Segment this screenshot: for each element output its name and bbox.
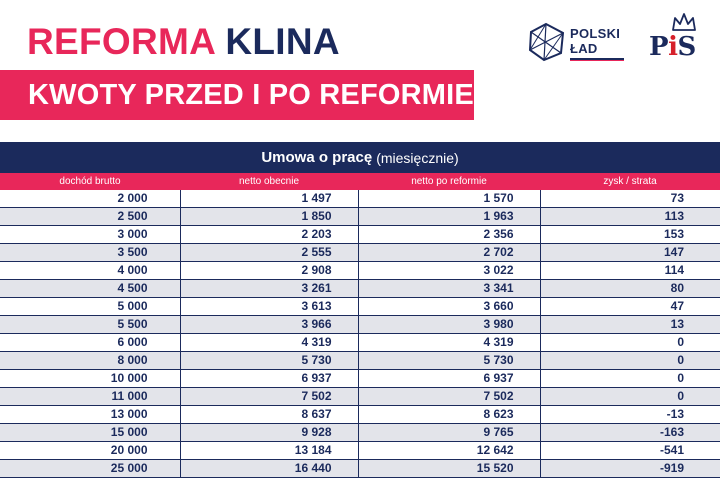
subtitle-text: KWOTY PRZED I PO REFORMIE [28, 78, 474, 111]
cell-gross: 3 500 [0, 244, 180, 262]
income-table [0, 173, 720, 478]
table-row [0, 442, 720, 460]
cell-gain-loss: 47 [540, 298, 720, 316]
cell-net-after: 3 022 [358, 262, 540, 280]
cell-gain-loss: 113 [540, 208, 720, 226]
polski-lad-logo [526, 22, 626, 68]
table-row [0, 190, 720, 208]
pis-letter-p: P [649, 32, 669, 62]
table-row [0, 316, 720, 334]
cell-gross: 25 000 [0, 460, 180, 478]
cell-net-after: 5 730 [358, 352, 540, 370]
cell-net-after: 8 623 [358, 406, 540, 424]
cell-gain-loss: 114 [540, 262, 720, 280]
cell-net-current: 2 908 [180, 262, 358, 280]
cell-net-current: 3 261 [180, 280, 358, 298]
table-row [0, 280, 720, 298]
table-row [0, 334, 720, 352]
cell-gross: 10 000 [0, 370, 180, 388]
income-table-section [0, 142, 720, 478]
cell-gross: 4 500 [0, 280, 180, 298]
cell-gain-loss: 0 [540, 334, 720, 352]
cell-gross: 5 000 [0, 298, 180, 316]
cell-gain-loss: 0 [540, 388, 720, 406]
cell-net-current: 6 937 [180, 370, 358, 388]
cell-net-after: 6 937 [358, 370, 540, 388]
cell-gross: 2 500 [0, 208, 180, 226]
cell-gain-loss: 13 [540, 316, 720, 334]
pis-logo [645, 12, 705, 64]
cell-net-current: 16 440 [180, 460, 358, 478]
table-row [0, 262, 720, 280]
table-caption-main: Umowa o pracę [261, 149, 373, 166]
cell-net-after: 4 319 [358, 334, 540, 352]
cell-gross: 11 000 [0, 388, 180, 406]
cell-net-after: 9 765 [358, 424, 540, 442]
table-row [0, 208, 720, 226]
column-header-net-after: netto po reformie [358, 173, 540, 190]
cell-gain-loss: 153 [540, 226, 720, 244]
cell-net-after: 3 341 [358, 280, 540, 298]
cell-net-after: 7 502 [358, 388, 540, 406]
polski-lad-text-line1: POLSKI [570, 26, 621, 41]
cell-gross: 15 000 [0, 424, 180, 442]
cell-gross: 13 000 [0, 406, 180, 424]
column-header-net-current: netto obecnie [180, 173, 358, 190]
table-row [0, 226, 720, 244]
cell-net-after: 2 702 [358, 244, 540, 262]
title-part-klina: KLINA [225, 21, 340, 62]
pis-wordmark [649, 32, 696, 62]
cell-gross: 5 500 [0, 316, 180, 334]
table-row [0, 352, 720, 370]
cell-net-after: 2 356 [358, 226, 540, 244]
table-row [0, 244, 720, 262]
table-row [0, 388, 720, 406]
title-part-reforma: REFORMA [27, 21, 215, 62]
cell-net-after: 1 963 [358, 208, 540, 226]
cell-net-after: 1 570 [358, 190, 540, 208]
cell-gain-loss: -163 [540, 424, 720, 442]
table-caption-period: (miesięcznie) [376, 149, 459, 166]
cell-net-after: 3 660 [358, 298, 540, 316]
table-header-row [0, 173, 720, 190]
polski-lad-underline [570, 58, 624, 61]
pis-letter-s: S [677, 32, 696, 62]
polski-lad-text-line2: ŁAD [570, 41, 598, 56]
table-row [0, 370, 720, 388]
cell-gain-loss: 0 [540, 370, 720, 388]
cell-gain-loss: 147 [540, 244, 720, 262]
cell-gross: 4 000 [0, 262, 180, 280]
cell-gross: 6 000 [0, 334, 180, 352]
pis-letter-i: i [668, 32, 678, 62]
cell-gross: 2 000 [0, 190, 180, 208]
cell-gross: 8 000 [0, 352, 180, 370]
page-title [27, 20, 340, 64]
cell-gain-loss: -541 [540, 442, 720, 460]
cell-net-after: 15 520 [358, 460, 540, 478]
cell-net-current: 1 497 [180, 190, 358, 208]
cell-gross: 3 000 [0, 226, 180, 244]
cell-gain-loss: -13 [540, 406, 720, 424]
subtitle-banner [0, 70, 474, 120]
cell-net-current: 1 850 [180, 208, 358, 226]
table-row [0, 460, 720, 478]
cell-net-current: 3 613 [180, 298, 358, 316]
cell-net-current: 2 555 [180, 244, 358, 262]
cell-net-after: 12 642 [358, 442, 540, 460]
cell-gain-loss: -919 [540, 460, 720, 478]
cell-net-current: 2 203 [180, 226, 358, 244]
cell-net-current: 7 502 [180, 388, 358, 406]
table-row [0, 406, 720, 424]
table-row [0, 424, 720, 442]
column-header-gain-loss: zysk / strata [540, 173, 720, 190]
cell-net-current: 13 184 [180, 442, 358, 460]
cell-net-after: 3 980 [358, 316, 540, 334]
cell-net-current: 8 637 [180, 406, 358, 424]
cell-net-current: 4 319 [180, 334, 358, 352]
cell-gross: 20 000 [0, 442, 180, 460]
cell-gain-loss: 73 [540, 190, 720, 208]
table-caption [0, 142, 720, 173]
crown-icon [671, 12, 697, 34]
column-header-gross: dochód brutto [0, 173, 180, 190]
polski-lad-emblem-icon [526, 22, 566, 62]
cell-gain-loss: 80 [540, 280, 720, 298]
cell-net-current: 9 928 [180, 424, 358, 442]
table-row [0, 298, 720, 316]
cell-net-current: 3 966 [180, 316, 358, 334]
cell-net-current: 5 730 [180, 352, 358, 370]
cell-gain-loss: 0 [540, 352, 720, 370]
